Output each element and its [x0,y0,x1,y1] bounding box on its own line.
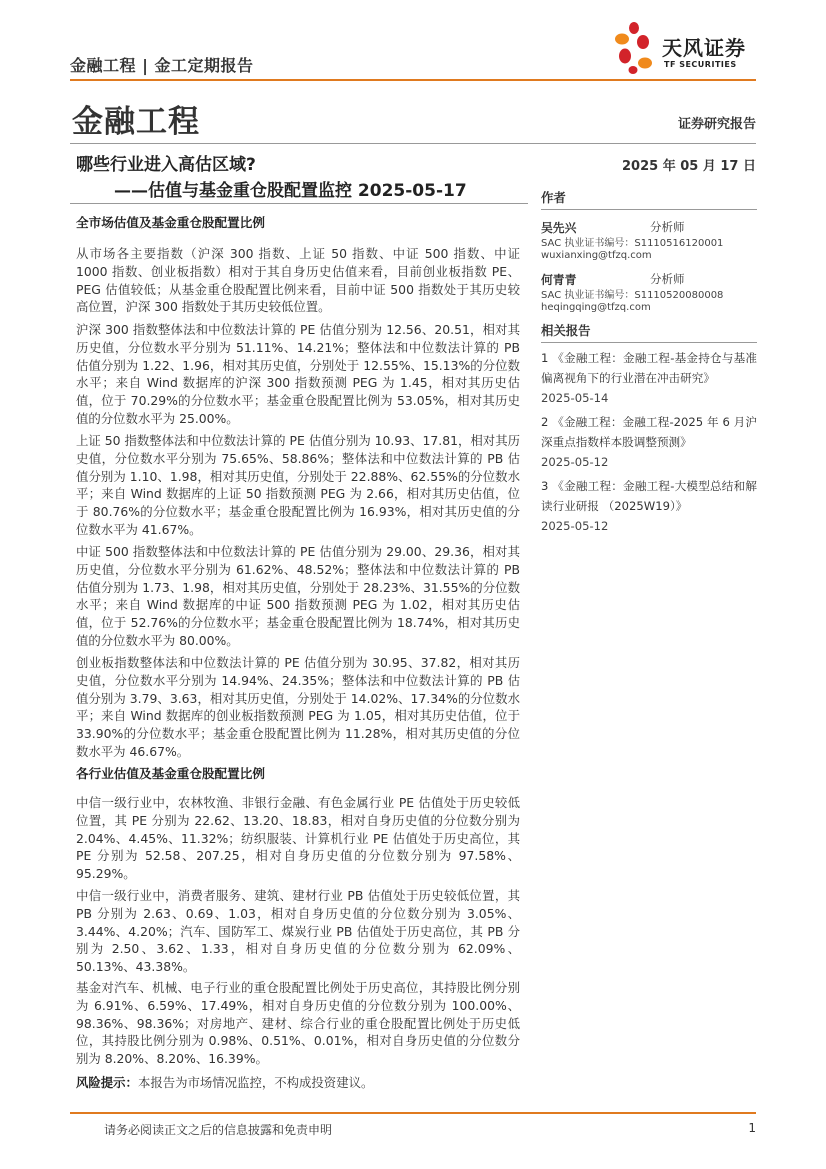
author-name: 吴先兴 [541,221,577,235]
risk-text: 本报告为市场情况监控，不构成投资建议。 [137,1075,374,1090]
title-divider [70,143,756,144]
company-logo [610,20,760,76]
report-subtitle-1: 哪些行业进入高估区域? [76,155,256,175]
related-report-title[interactable]: 1 《金融工程：金融工程-基金持仓与基准偏离视角下的行业潜在冲击研究》 [541,351,757,385]
related-report-title[interactable]: 3 《金融工程：金融工程-大模型总结和解读行业研报 （2025W19）》 [541,479,757,513]
author-role: 分析师 [650,220,685,234]
related-report-title[interactable]: 2 《金融工程：金融工程-2025 年 6 月沪深重点指数样本股调整预测》 [541,415,757,449]
related-report-item[interactable] [541,348,757,408]
page-number: 1 [748,1121,756,1135]
footer-divider [70,1112,756,1114]
subtitle-divider [70,203,528,204]
industry-paragraph: 中信一级行业中，消费者服务、建筑、建材行业 PB 估值处于历史较低位置，其 PB 分别为 2.63、0.69、1.03，相对自身历史值的分位数分别为 3.05%、3.44%、4.20%；汽车、国防军工、煤炭行业 PB 估值处于历史高位，其 PB 分别为 2.50、3.62、1.33，相对自身历史值的分位数分别为 62.09%、50.13%、43.38%。 [76,888,520,975]
related-report-date: 2025-05-14 [541,391,609,405]
author-entry [541,219,757,262]
related-report-date: 2025-05-12 [541,519,609,533]
market-paragraph: 中证 500 指数整体法和中位数法计算的 PE 估值分别为 29.00、29.36，相对其历史值，分位数水平分别为 61.62%、48.52%；整体法和中位数法计算的 PB 估值分别为 1.73、1.98，相对其历史值，分别处于 28.23%、31.55%的分位数水平；来自 Wind 数据库的中证 500 指数预测 PEG 为 1.02，相对其历史估值，位于 52.76%的分位数水平；基金重仓股配置比例为 18.74%，相对其历史值的分位数水平为 80.00%。 [76,544,520,648]
related-report-date: 2025-05-12 [541,455,609,469]
report-date: 2025 年 05 月 17 日 [622,159,756,174]
market-paragraph: 创业板指数整体法和中位数法计算的 PE 估值分别为 30.95、37.82，相对其历史值，分位数水平分别为 14.94%、24.35%；整体法和中位数法计算的 PB 估值分别为 3.79、3.63，相对其历史值，分别处于 14.02%、17.34%的分位数水平；来自 Wind 数据库的创业板指数预测 PEG 为 1.05，相对其历史估值，位于 33.90%的分位数水平；基金重仓股配置比例为 11.28%，相对其历史值的分位数水平为 46.67%。 [76,655,520,759]
footer-disclaimer: 请务必阅读正文之后的信息披露和免责申明 [104,1123,333,1137]
industry-paragraph: 中信一级行业中，农林牧渔、非银行金融、有色金属行业 PE 估值处于历史较低位置，其 PE 分别为 22.62、13.20、18.83，相对自身历史值的分位数分别为 2.04%、4.45%、11.32%；纺织服装、计算机行业 PE 估值处于历史高位，其 PE 分别为 52.58、207.25，相对自身历史值的分位数分别为 97.58%、95.29%。 [76,795,520,882]
related-report-item[interactable] [541,476,757,536]
related-heading: 相关报告 [541,323,591,338]
report-category: 金融工程 | 金工定期报告 [70,56,254,75]
authors-heading: 作者 [541,190,566,205]
risk-label: 风险提示： [76,1075,138,1090]
market-section-heading: 全市场估值及基金重仓股配置比例 [76,215,265,230]
author-role: 分析师 [650,272,685,286]
author-cert: SAC 执业证书编号：S1110520080008 [541,290,724,301]
market-paragraph: 从市场各主要指数（沪深 300 指数、上证 50 指数、中证 500 指数、中证 1000 指数、创业板指数）相对于其自身历史估值来看，目前创业板指数 PE、PEG 估值较低；从基金重仓股配置比例来看，目前中证 500 指数处于其历史较高位置，沪深 300 指数处于其历史较低位置。 [76,246,520,315]
market-paragraph: 沪深 300 指数整体法和中位数法计算的 PE 估值分别为 12.56、20.51，相对其历史值，分位数水平分别为 51.11%、14.21%；整体法和中位数法计算的 PB 估值分别为 1.22、1.96，相对其历史值，分别处于 12.55%、15.13%的分位数水平；来自 Wind 数据库的沪深 300 指数预测 PEG 为 1.45，相对其历史估值，位于 70.29%的分位数水平；基金重仓股配置比例为 53.05%，相对其历史值的分位数水平为 25.00%。 [76,322,520,426]
related-divider [541,342,757,343]
industry-section-heading: 各行业估值及基金重仓股配置比例 [76,766,265,781]
report-type: 证券研究报告 [677,117,756,132]
author-name: 何青青 [541,273,577,287]
author-entry [541,271,757,314]
market-paragraph: 上证 50 指数整体法和中位数法计算的 PE 估值分别为 10.93、17.81，相对其历史值，分位数水平分别为 75.65%、58.86%；整体法和中位数法计算的 PB 估值分别为 1.10、1.98，相对其历史值，分别处于 22.88%、62.55%的分位数水平；来自 Wind 数据库的上证 50 指数预测 PEG 为 2.66，相对其历史估值，位于 80.76%的分位数水平；基金重仓股配置比例为 16.93%，相对其历史值的分位数水平为 41.67%。 [76,433,520,537]
author-cert: SAC 执业证书编号：S1110516120001 [541,238,724,249]
author-email[interactable]: heqingqing@tfzq.com [541,302,651,313]
authors-divider [541,209,757,210]
logo-name-cn: 天风证券 [662,36,746,60]
page-title: 金融工程 [72,104,200,140]
related-report-item[interactable] [541,412,757,472]
report-subtitle-2: ——估值与基金重仓股配置监控 2025-05-17 [114,181,467,201]
industry-paragraph: 基金对汽车、机械、电子行业的重仓股配置比例处于历史高位，其持股比例分别为 6.91%、6.59%、17.49%，相对自身历史值的分位数分别为 100.00%、98.36%、98.36%；对房地产、建材、综合行业的重仓股配置比例处于历史低位，其持股比例分别为 0.98%、0.51%、0.01%，相对自身历史值的分位数分别为 8.20%、8.20%、16.39%。 [76,980,520,1067]
author-email[interactable]: wuxianxing@tfzq.com [541,250,652,261]
risk-warning [76,1074,520,1092]
authors-block [541,188,757,314]
logo-mark-icon [610,20,658,76]
related-reports-block [541,321,757,536]
header-divider [70,79,756,81]
logo-name-en: TF SECURITIES [664,60,737,69]
